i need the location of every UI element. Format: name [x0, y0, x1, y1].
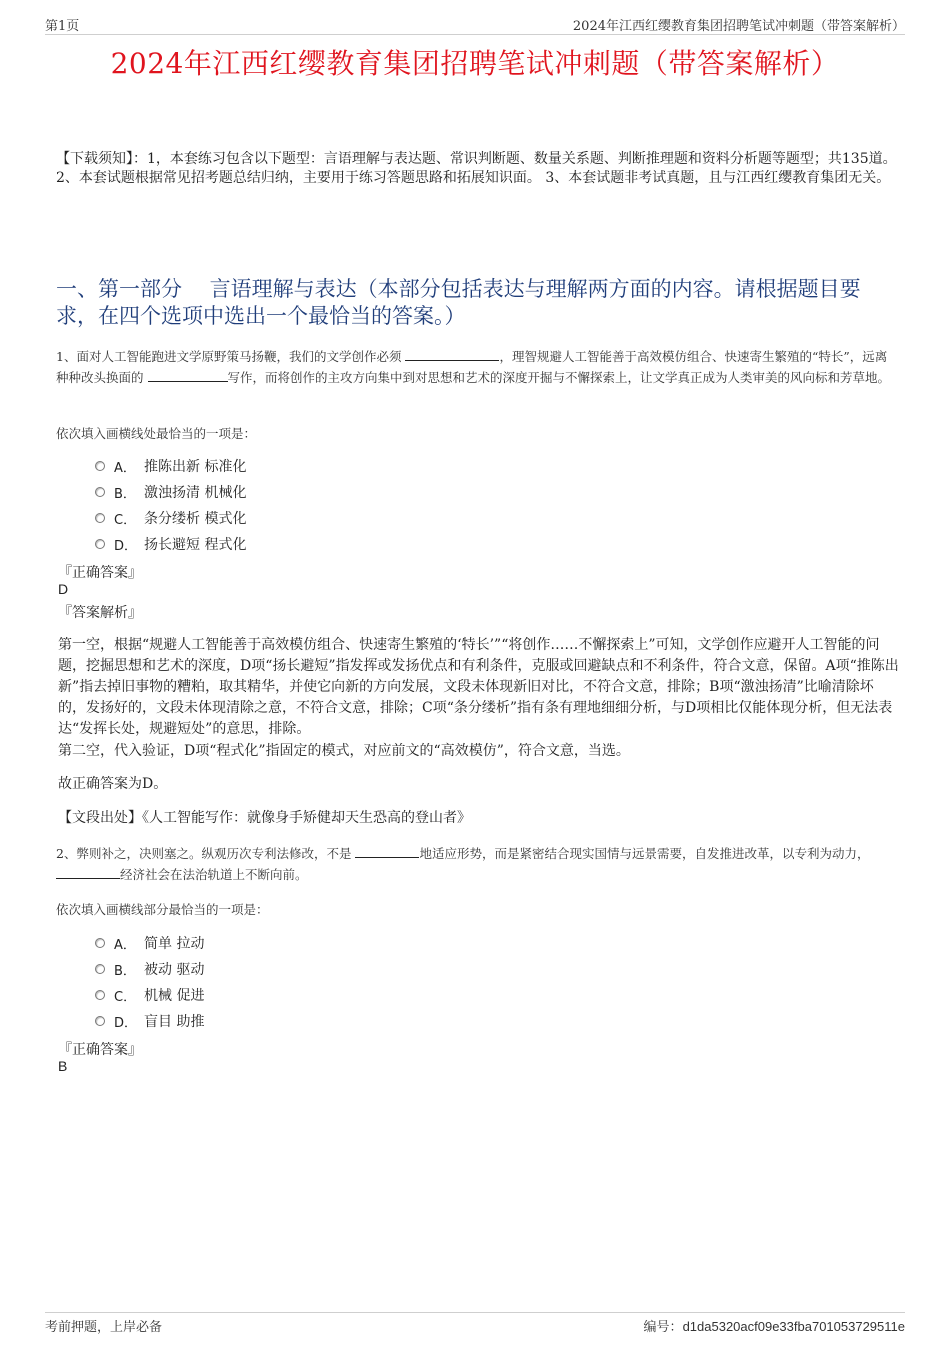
question-1-option-c[interactable]: C． 条分缕析 模式化	[95, 505, 246, 531]
question-1-option-b[interactable]: B． 激浊扬清 机械化	[95, 479, 246, 505]
question-1-analysis-paragraph-3: 故正确答案为D。	[58, 776, 168, 792]
section-heading: 一、第一部分 言语理解与表达（本部分包括表达与理解两方面的内容。请根据题目要求，在四个选项中选出一个最恰当的答案。）	[56, 277, 861, 328]
question-1-part2: ，理智规避人工智能善于高效模仿组合、快速寄生繁殖的“特长”，远离种种改头换面的	[56, 349, 888, 385]
question-1-blank-2	[148, 367, 228, 382]
question-2-part1: 2、弊则补之，决则塞之。纵观历次专利法修改，不是	[56, 846, 352, 861]
radio-icon[interactable]	[95, 938, 105, 948]
radio-icon[interactable]	[95, 964, 105, 974]
question-2-blank-2	[56, 864, 120, 879]
question-1-blank-1	[405, 346, 499, 361]
download-notice: 【下载须知】：1，本套练习包含以下题型：言语理解与表达题、常识判断题、数量关系题、判断推理题和资料分析题等题型；共135道。 2、本套试题根据常见招考题总结归纳，主要用于练习答题思路和拓展知识面。 3、本套试题非考试真题，且与江西红缨教育集团无关。	[56, 151, 897, 186]
question-1-answer: D	[58, 581, 69, 597]
question-1-analysis-label: 『答案解析』	[58, 605, 142, 621]
page-header	[45, 12, 905, 35]
question-1-source: 【文段出处】《人工智能写作：就像身手矫健却天生恐高的登山者》	[58, 810, 471, 826]
question-2-part3: 经济社会在法治轨道上不断向前。	[120, 867, 308, 882]
radio-icon[interactable]	[95, 461, 105, 471]
radio-icon[interactable]	[95, 539, 105, 549]
question-2-option-b[interactable]: B． 被动 驱动	[95, 956, 204, 982]
question-1-analysis-paragraph-2: 第二空，代入验证，D项“程式化”指固定的模式，对应前文的“高效模仿”，符合文意，当选。	[58, 743, 630, 759]
question-2-options	[95, 930, 204, 1034]
radio-icon[interactable]	[95, 990, 105, 1000]
question-2-text	[56, 843, 898, 885]
radio-icon[interactable]	[95, 487, 105, 497]
question-2-option-c[interactable]: C． 机械 促进	[95, 982, 204, 1008]
question-1-part3: 写作，而将创作的主攻方向集中到对思想和艺术的深度开掘与不懈探索上，让文学真正成为人类审美的风向标和芳草地。	[227, 370, 891, 385]
question-2-answer-label: 『正确答案』	[58, 1042, 142, 1058]
question-1-option-a[interactable]: A． 推陈出新 标准化	[95, 453, 246, 479]
question-2-blank-1	[355, 843, 419, 858]
question-1-part1: 1、面对人工智能跑进文学原野策马扬鞭，我们的文学创作必须	[56, 349, 402, 364]
question-1-options	[95, 453, 246, 557]
footer-slogan: 考前押题，上岸必备	[45, 1320, 163, 1335]
question-1-text	[56, 346, 898, 388]
footer-code-label: 编号：	[643, 1320, 683, 1335]
question-2-option-a[interactable]: A． 简单 拉动	[95, 930, 204, 956]
header-doc-title: 2024年江西红缨教育集团招聘笔试冲刺题（带答案解析）	[572, 19, 905, 34]
document-title: 2024年江西红缨教育集团招聘笔试冲刺题（带答案解析）	[110, 47, 840, 80]
radio-icon[interactable]	[95, 513, 105, 523]
question-2-option-d[interactable]: D． 盲目 助推	[95, 1008, 204, 1034]
page-footer	[45, 1312, 905, 1335]
footer-code	[644, 1316, 905, 1335]
question-1-answer-label: 『正确答案』	[58, 565, 142, 581]
question-2-answer: B	[58, 1058, 68, 1074]
footer-code-value: d1da5320acf09e33fba701053729511e	[682, 1319, 905, 1334]
question-1-option-d[interactable]: D． 扬长避短 程式化	[95, 531, 246, 557]
page-number: 第1页	[45, 19, 80, 34]
question-1-analysis-paragraph-1: 第一空，根据“规避人工智能善于高效模仿组合、快速寄生繁殖的‘特长’”“将创作……不懈探索上”可知，文学创作应避开人工智能的问题，挖掘思想和艺术的深度，D项“扬长避短”指发挥或发扬优点和有利条件，克服或回避缺点和不利条件，符合文意，保留。A项“推陈出新”指去掉旧事物的糟粕，取其精华，并使它向新的方向发展，文段未体现新旧对比，不符合文意，排除；B项“激浊扬清”比喻清除坏的，发扬好的，文段未体现清除之意，不符合文意，排除；C项“条分缕析”指有条有理地细细分析，与D项相比仅能体现分析，但无法表达“发挥长处，规避短处”的意思，排除。	[58, 637, 899, 737]
radio-icon[interactable]	[95, 1016, 105, 1026]
question-2-part2: 地适应形势，而是紧密结合现实国情与远景需要，自发推进改革，以专利为动力，	[419, 846, 870, 861]
question-2-prompt: 依次填入画横线部分最恰当的一项是：	[56, 902, 269, 917]
question-1-prompt: 依次填入画横线处最恰当的一项是：	[56, 426, 257, 441]
